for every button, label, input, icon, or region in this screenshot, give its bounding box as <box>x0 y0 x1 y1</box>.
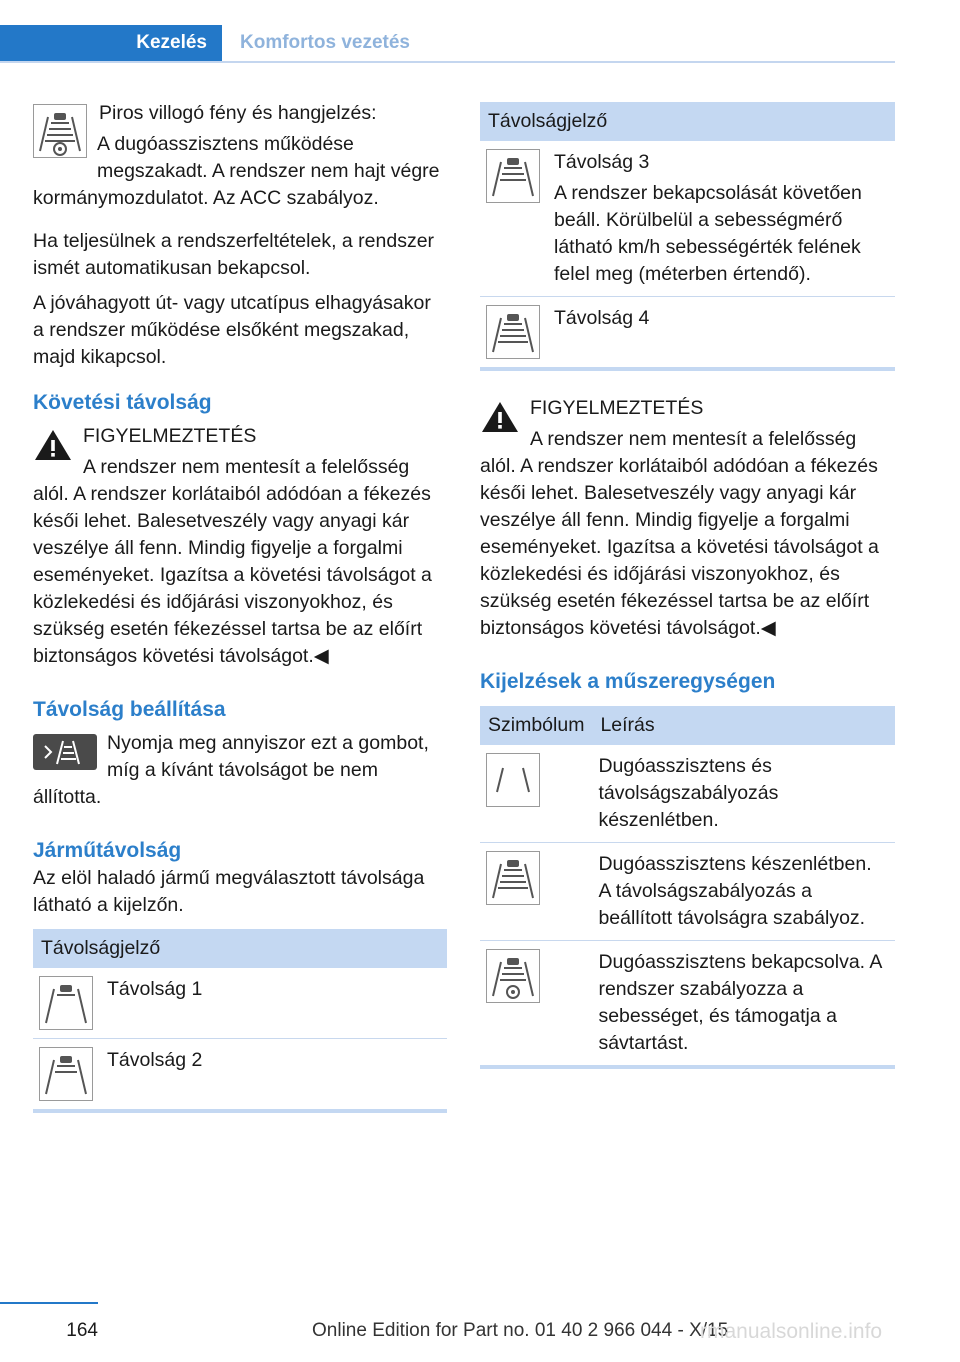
column-header-description: Leírás <box>592 706 895 745</box>
vehicle-distance-text: Az elöl haladó jármű megválasztott távolsága látható a kijelzőn. <box>33 867 425 916</box>
footer-rule <box>0 1302 98 1304</box>
distance-button-block <box>33 730 447 819</box>
row-label: Távolság 2 <box>101 1039 447 1112</box>
table-row <box>480 297 895 370</box>
traffic-jam-assist-standby-icon <box>486 851 540 905</box>
edition-text: Online Edition for Part no. 01 40 2 966 044 - X/15 <box>312 1320 729 1341</box>
distance-button-text: Nyomja meg annyiszor ezt a gombot, míg a kívánt távolságot be nem állította. <box>33 732 429 808</box>
row-label: Távolság 1 <box>101 968 447 1039</box>
symbol-table <box>480 706 895 1069</box>
row-description: A rendszer bekapcsolását követően beáll. Körülbelül a sebességmérő látható km/h sebességérték felének felel meg (méterben értendő). <box>554 182 862 285</box>
row-description: Dugóasszisztens bekapcsolva. A rendszer szabályozza a sebességet, és támogatja a sávtartást. <box>592 941 895 1068</box>
warning-text: A rendszer nem mentesít a felelősség alól. A rendszer korlátaiból adódóan a fékezés késői lehet. Balesetveszély vagy anyagi kár veszélye áll fenn. Mindig figyelje a forgalmi eseményeket. Igazítsa a követési távolságot a közlekedési és időjárási viszonyokhoz, és szükség esetén fékezéssel tartsa be az előírt biztonságos követési távolságot.◀ <box>33 456 432 667</box>
row-description: Dugóasszisztens készenlétben. A távolságszabályozás a beállított távolságra szabályoz. <box>592 843 895 941</box>
distance-2-icon <box>39 1047 93 1101</box>
row-description: Dugóasszisztens és távolságszabályozás készenlétben. <box>592 745 895 843</box>
row-label: Távolság 4 <box>548 297 895 370</box>
table-row <box>33 1039 447 1112</box>
warning-block <box>480 395 895 650</box>
page-number: 164 <box>66 1320 98 1341</box>
column-header-symbol: Szimbólum <box>480 706 592 745</box>
left-column <box>33 100 447 1113</box>
section-tab-kezeles: Kezelés <box>0 25 222 61</box>
red-light-text: A dugóasszisztens működése megszakadt. A rendszer nem hajt végre kormánymozdulatot. Az ACC szabályoz. <box>33 133 440 209</box>
distance-table-right <box>480 102 895 371</box>
row-title: Távolság 3 <box>554 151 650 173</box>
page-header <box>0 25 895 63</box>
traffic-jam-assist-active-icon <box>33 104 87 158</box>
distance-table-left <box>33 929 447 1113</box>
paragraph-road-type: A jóváhagyott út- vagy utcatípus elhagyásakor a rendszer működése elsőként megszakad, majd kikapcsol. <box>33 292 431 368</box>
watermark: rmanualsonline.info <box>700 1320 883 1343</box>
red-light-block <box>33 100 447 220</box>
table-row <box>33 968 447 1039</box>
table-row <box>480 141 895 297</box>
distance-4-icon <box>486 305 540 359</box>
distance-button-icon <box>33 734 97 770</box>
warning-title: FIGYELMEZTETÉS <box>83 425 257 447</box>
heading-jarmutavolsag: Járműtávolság <box>33 839 182 862</box>
red-light-title: Piros villogó fény és hangjelzés: <box>99 102 377 124</box>
warning-block <box>33 423 447 678</box>
distance-3-icon <box>486 149 540 203</box>
table-row <box>480 745 895 843</box>
right-column <box>480 100 895 1069</box>
table-header: Távolságjelző <box>33 929 447 968</box>
table-row <box>480 843 895 941</box>
warning-text: A rendszer nem mentesít a felelősség alól. A rendszer korlátaiból adódóan a fékezés késői lehet. Balesetveszély vagy anyagi kár veszélye áll fenn. Mindig figyelje a forgalmi eseményeket. Igazítsa a követési távolságot a közlekedési és időjárási viszonyokhoz, és szükség esetén fékezéssel tartsa be az előírt biztonságos követési távolságot.◀ <box>480 428 879 639</box>
heading-kijelzesek: Kijelzések a műszeregységen <box>480 670 776 693</box>
warning-triangle-icon <box>480 399 520 435</box>
traffic-jam-assist-active-icon <box>486 949 540 1003</box>
distance-1-icon <box>39 976 93 1030</box>
warning-title: FIGYELMEZTETÉS <box>530 397 704 419</box>
heading-tavolsag-beallitasa: Távolság beállítása <box>33 698 226 721</box>
paragraph-reactivation: Ha teljesülnek a rendszerfeltételek, a rendszer ismét automatikusan bekapcsol. <box>33 230 435 279</box>
warning-triangle-icon <box>33 427 73 463</box>
section-tab-komfortos-vezetes: Komfortos vezetés <box>240 32 410 53</box>
heading-kovetesi-tavolsag: Követési távolság <box>33 391 212 414</box>
table-row <box>480 941 895 1068</box>
lane-lines-standby-icon <box>486 753 540 807</box>
table-header: Távolságjelző <box>480 102 895 141</box>
